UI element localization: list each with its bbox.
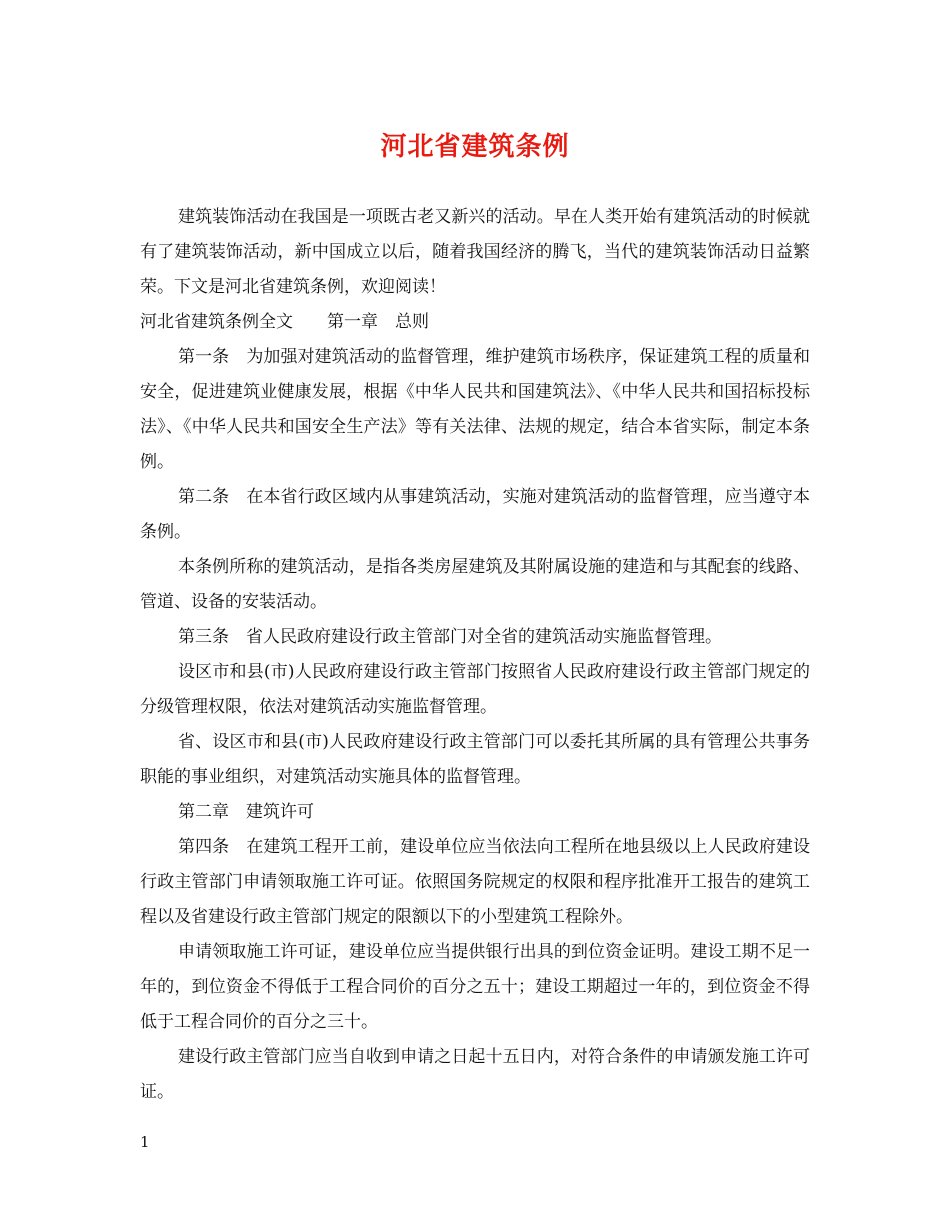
article-3-paragraph: 第三条 省人民政府建设行政主管部门对全省的建筑活动实施监督管理。 xyxy=(178,627,722,647)
document-body xyxy=(140,200,810,1110)
article-1-paragraph: 第一条 为加强对建筑活动的监督管理，维护建筑市场秩序，保证建筑工程的质量和安全，促进建筑业健康发展，根据《中华人民共和国建筑法》、《中华人民共和国招标投标法》、《中华人民共和国安全生产法》等有关法律、法规的规定，结合本省实际，制定本条例。 xyxy=(140,347,810,472)
article-4-paragraph: 第四条 在建筑工程开工前，建设单位应当依法向工程所在地县级以上人民政府建设行政主管部门申请领取施工许可证。依照国务院规定的权限和程序批准开工报告的建筑工程以及省建设行政主管部门规定的限额以下的小型建筑工程除外。 xyxy=(140,837,810,927)
article-2-paragraph: 第二条 在本省行政区域内从事建筑活动，实施对建筑活动的监督管理，应当遵守本条例。 xyxy=(140,487,810,542)
article-2-definition-paragraph: 本条例所称的建筑活动，是指各类房屋建筑及其附属设施的建造和与其配套的线路、管道、设备的安装活动。 xyxy=(140,557,810,612)
chapter-2-heading: 第二章 建筑许可 xyxy=(178,802,314,822)
page-number: 1 xyxy=(140,1133,150,1151)
chapter-1-heading: 河北省建筑条例全文 第一章 总则 xyxy=(140,312,429,332)
document-title: 河北省建筑条例 xyxy=(380,132,570,162)
article-3-clause-3-paragraph: 省、设区市和县(市)人民政府建设行政主管部门可以委托其所属的具有管理公共事务职能的事业组织，对建筑活动实施具体的监督管理。 xyxy=(140,732,810,787)
intro-paragraph: 建筑装饰活动在我国是一项既古老又新兴的活动。早在人类开始有建筑活动的时候就有了建筑装饰活动，新中国成立以后，随着我国经济的腾飞，当代的建筑装饰活动日益繁荣。下文是河北省建筑条例，欢迎阅读！ xyxy=(140,207,810,297)
article-4-clause-2-paragraph: 申请领取施工许可证，建设单位应当提供银行出具的到位资金证明。建设工期不足一年的，到位资金不得低于工程合同价的百分之五十；建设工期超过一年的，到位资金不得低于工程合同价的百分之三十。 xyxy=(140,942,810,1032)
article-4-clause-3-paragraph: 建设行政主管部门应当自收到申请之日起十五日内，对符合条件的申请颁发施工许可证。 xyxy=(140,1047,810,1102)
article-3-clause-2-paragraph: 设区市和县(市)人民政府建设行政主管部门按照省人民政府建设行政主管部门规定的分级管理权限，依法对建筑活动实施监督管理。 xyxy=(140,662,810,717)
